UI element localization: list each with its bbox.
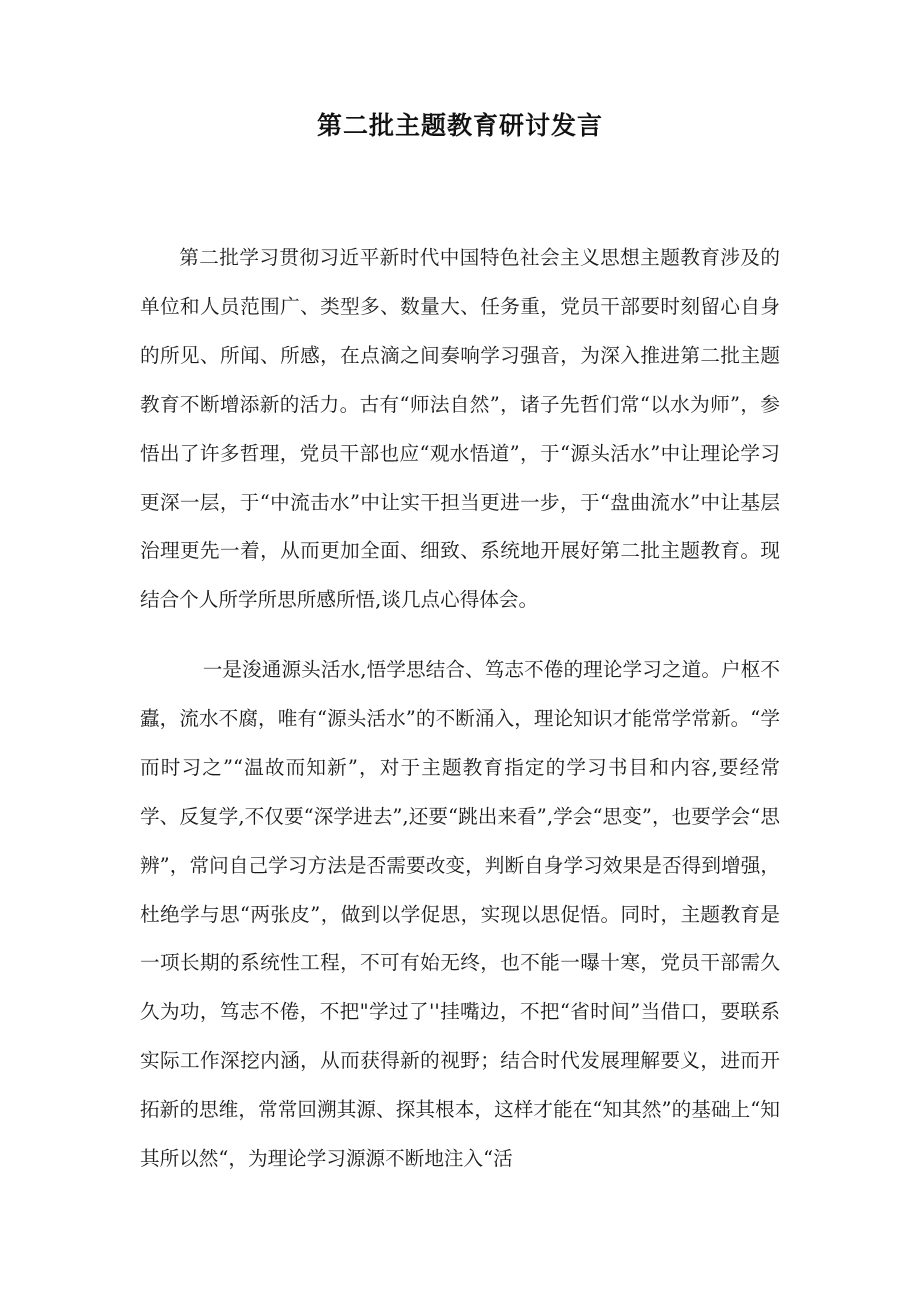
paragraph-point-one: 一是浚通源头活水,悟学思结合、笃志不倦的理论学习之道。户枢不蠹，流水不腐，唯有“源头活水”的不断涌入，理论知识才能常学常新。“学而时习之”“温故而知新”，对于主题教育指定的学习书目和内容,要经常学、反复学,不仅要“深学进去”,还要“跳出来看”,学会“思变”，也要学会“思辨”，常问自己学习方法是否需要改变，判断自身学习效果是否得到增强，杜绝学与思“两张皮”，做到以学促思，实现以思促悟。同时，主题教育是一项长期的系统性工程，不可有始无终，也不能一曝十寒，党员干部需久久为功，笃志不倦，不把"学过了''挂嘴边，不把“省时间”当借口，要联系实际工作深挖内涵，从而获得新的视野；结合时代发展理解要义，进而开拓新的思维，常常回溯其源、探其根本，这样才能在“知其然”的基础上“知其所以然“，为理论学习源源不断地注入“活	[140, 658, 780, 1171]
document-title: 第二批主题教育研讨发言	[316, 111, 603, 140]
paragraph-intro: 第二批学习贯彻习近平新时代中国特色社会主义思想主题教育涉及的单位和人员范围广、类型多、数量大、任务重，党员干部要时刻留心自身的所见、所闻、所感，在点滴之间奏响学习强音，为深入推进第二批主题教育不断增添新的活力。古有“师法自然”，诸子先哲们常“以水为师”，参悟出了许多哲理，党员干部也应“观水悟道”，于“源头活水”中让理论学习更深一层，于“中流击水”中让实干担当更进一步，于“盘曲流水”中让基层治理更先一着，从而更加全面、细致、系统地开展好第二批主题教育。现结合个人所学所思所感所悟,谈几点心得体会。	[140, 246, 780, 612]
